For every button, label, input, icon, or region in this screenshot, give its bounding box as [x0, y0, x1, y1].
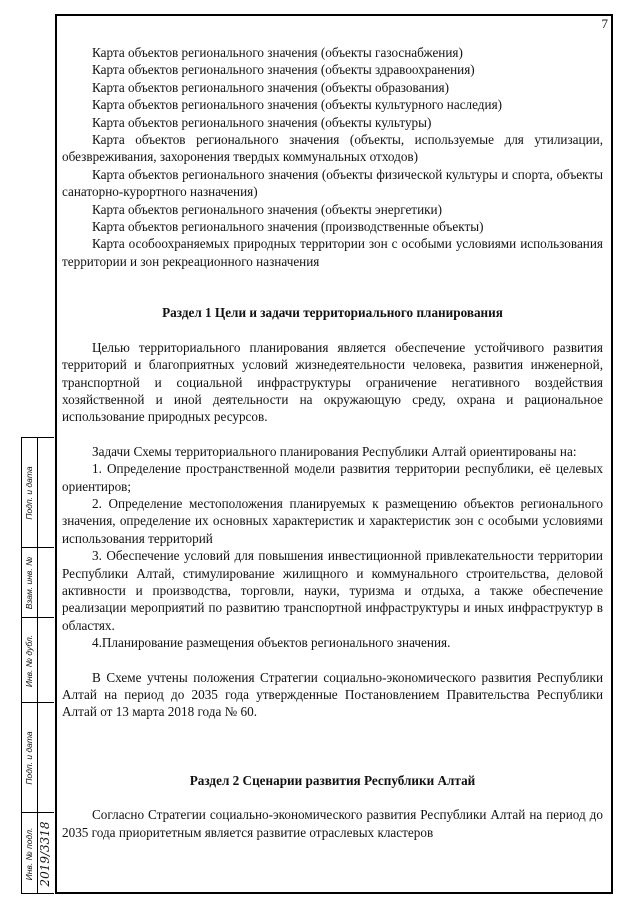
page-number: 7 [601, 16, 608, 31]
stamp-label: Подп. и дата [24, 731, 34, 785]
stamp-label: Подп. и дата [24, 466, 34, 520]
list-item: Карта объектов регионального значения (объекты образования) [92, 79, 450, 95]
side-stamp [21, 437, 54, 894]
task-item: 4.Планирование размещения объектов регионального значения. [92, 635, 451, 651]
list-item: Карта объектов регионального значения (объекты, используемые для утилизации, обезвреживания, захоронения твердых коммунальных отходов) [62, 132, 603, 165]
task-item: 3. Обеспечение условий для повышения инвестиционной привлекательности территории Республики Алтай, стимулирование жилищного и коммунального строительства, деловой активности и производства, торговли, науки, туризма и отдыха, а также обеспечение реализации мероприятий по развитию транспортной инфраструктуры и иных инфраструктур в областях. [62, 548, 603, 633]
task-item: 2. Определение местоположения планируемых к размещению объектов регионального значения, определение их основных характеристик и характеристик зон с особыми условиями использования территорий [62, 495, 603, 546]
list-item: Карта объектов регионального значения (объекты здравоохранения) [92, 62, 475, 78]
section-1-goal: Целью территориального планирования является обеспечение устойчивого развития территорий и благоприятных условий жизнедеятельности человека, развития инженерной, транспортной и социальной инфраструктуры ограничение негативного воздействия хозяйственной и иной деятельности на окружающую среду, охрана и рациональное использование природных ресурсов. [62, 339, 603, 425]
list-item: Карта объектов регионального значения (объекты культурного наследия) [92, 97, 503, 113]
section-1-tasks-intro: Задачи Схемы территориального планирования Республики Алтай ориентированы на: [92, 443, 577, 459]
list-item: Карта объектов регионального значения (производственные объекты) [92, 219, 484, 235]
task-item: 1. Определение пространственной модели развития территории республики, её целевых ориентиров; [62, 461, 603, 494]
stamp-cell-interchange-inv [22, 548, 54, 618]
section-1-heading: Раздел 1 Цели и задачи территориального планирования [162, 305, 503, 321]
section-2-heading: Раздел 2 Сценарии развития Республики Алтай [189, 772, 476, 788]
section-1-strategy: В Схеме учтены положения Стратегии социально-экономического развития Республики Алтай на период до 2035 года утвержденные Постановлением Правительства Республики Алтай от 13 марта 2018 года № 60. [62, 669, 603, 720]
document-body [62, 44, 603, 841]
stamp-cell-orig-inv [22, 813, 54, 894]
list-item: Карта объектов регионального значения (объекты физической культуры и спорта, объекты санаторно-курортного назначения) [62, 166, 603, 200]
list-item: Карта объектов регионального значения (объекты энергетики) [92, 201, 442, 217]
stamp-cell-sign-date-2 [22, 703, 54, 813]
list-item: Карта особоохраняемых природных территории зон с особыми условиями использования территории и зон рекреационного назначения [62, 236, 603, 269]
list-item: Карта объектов регионального значения (объекты газоснабжения) [92, 45, 463, 60]
stamp-handwritten-value: 2019/3318 [38, 820, 52, 887]
stamp-label: Инв. № дубл. [24, 634, 34, 687]
list-item: Карта объектов регионального значения (объекты культуры) [92, 114, 432, 130]
stamp-cell-dup-inv [22, 618, 54, 703]
stamp-label: Взам. инв. № [24, 556, 34, 610]
section-2-text: Согласно Стратегии социально-экономического развития Республики Алтай на период до 2035 года приоритетным является развитие отраслевых кластеров [62, 807, 603, 840]
stamp-label: Инв. № подл. [24, 827, 34, 880]
stamp-cell-sign-date-1 [22, 438, 54, 548]
